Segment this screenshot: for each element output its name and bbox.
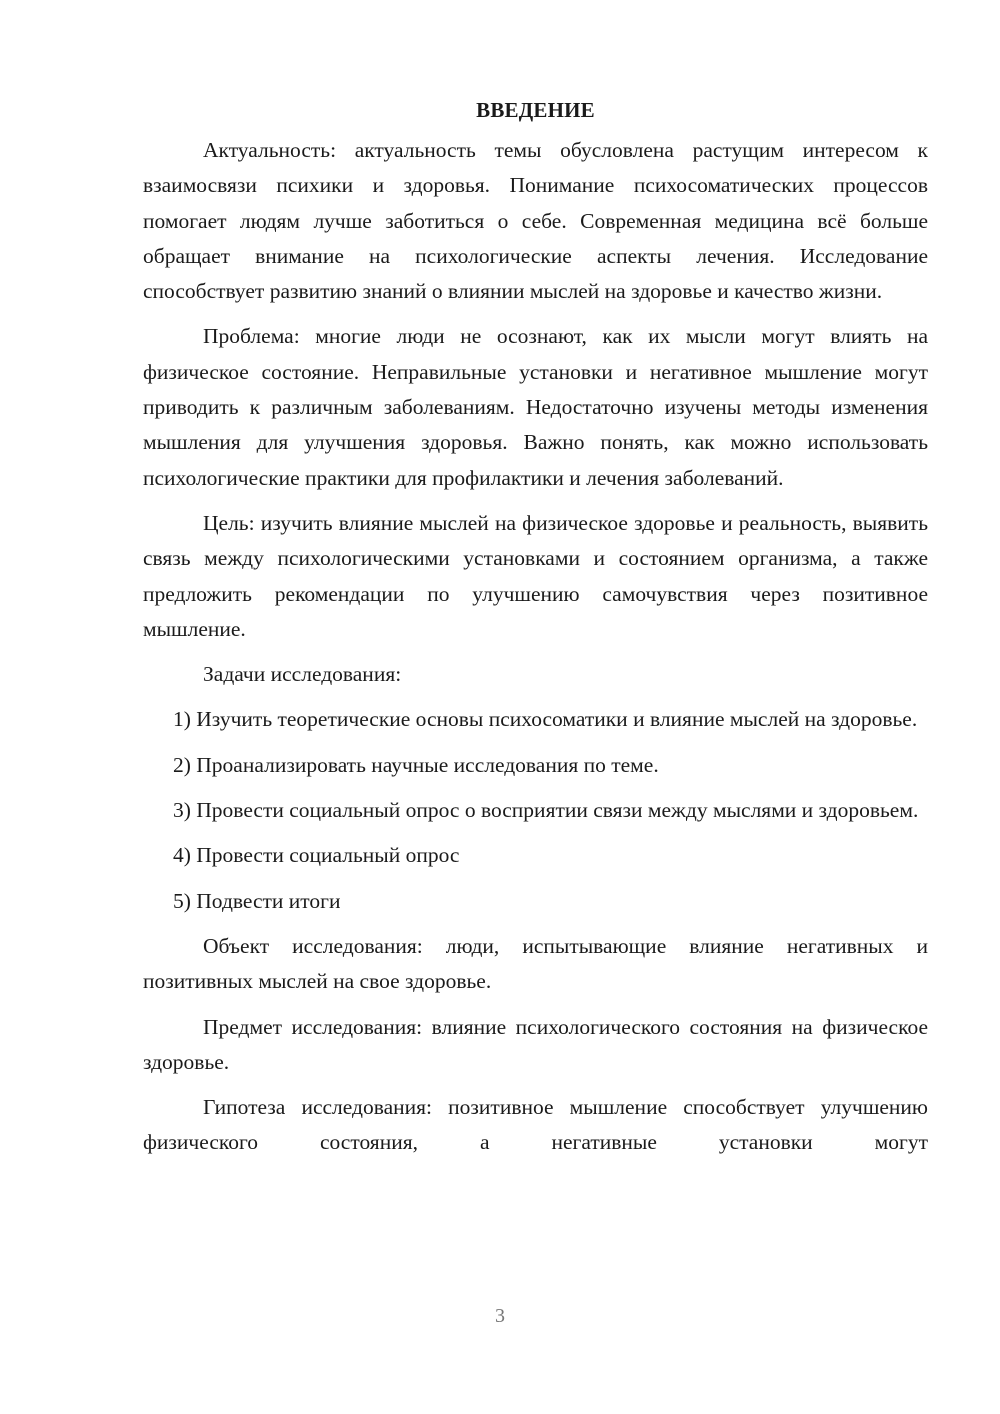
task-item-3: 3) Провести социальный опрос о восприятии связи между мыслями и здоровьем. [173, 798, 919, 823]
paragraph-hypothesis: Гипотеза исследования: позитивное мышление способствует улучшению физического состояния, а негативные установки могут [143, 1095, 928, 1155]
page-number: 3 [495, 1305, 505, 1327]
document-page [143, 93, 928, 1171]
paragraph-subject: Предмет исследования: влияние психологического состояния на физическое здоровье. [143, 1014, 928, 1074]
paragraph-relevance: Актуальность: актуальность темы обусловлена растущим интересом к взаимосвязи психики и здоровья. Понимание психосоматических процессов помогает людям лучше заботиться о себе. Современная медицина всё больше обращает внимание на психологические аспекты лечения. Исследование способствует развитию знаний о влиянии мыслей на здоровье и качество жизни. [143, 138, 928, 304]
paragraph-goal: Цель: изучить влияние мыслей на физическое здоровье и реальность, выявить связь между психологическими установками и состоянием организма, а также предложить рекомендации по улучшению самочувствия через позитивное мышление. [143, 510, 928, 641]
paragraph-object: Объект исследования: люди, испытывающие влияние негативных и позитивных мыслей на свое здоровье. [143, 933, 928, 994]
paragraph-problem: Проблема: многие люди не осознают, как их мысли могут влиять на физическое состояние. Неправильные установки и негативное мышление могут приводить к различным заболеваниям. Недостаточно изучены методы изменения мышления для улучшения здоровья. Важно понять, как можно использовать психологические практики для профилактики и лечения заболеваний. [143, 324, 928, 490]
task-item-5: 5) Подвести итоги [173, 888, 341, 913]
task-item-2: 2) Проанализировать научные исследования по теме. [173, 752, 659, 777]
task-item-1: 1) Изучить теоретические основы психосоматики и влияние мыслей на здоровье. [173, 707, 918, 732]
section-title: ВВЕДЕНИЕ [476, 98, 595, 122]
task-item-4: 4) Провести социальный опрос [173, 843, 460, 868]
paragraph-tasks-heading: Задачи исследования: [203, 662, 402, 687]
